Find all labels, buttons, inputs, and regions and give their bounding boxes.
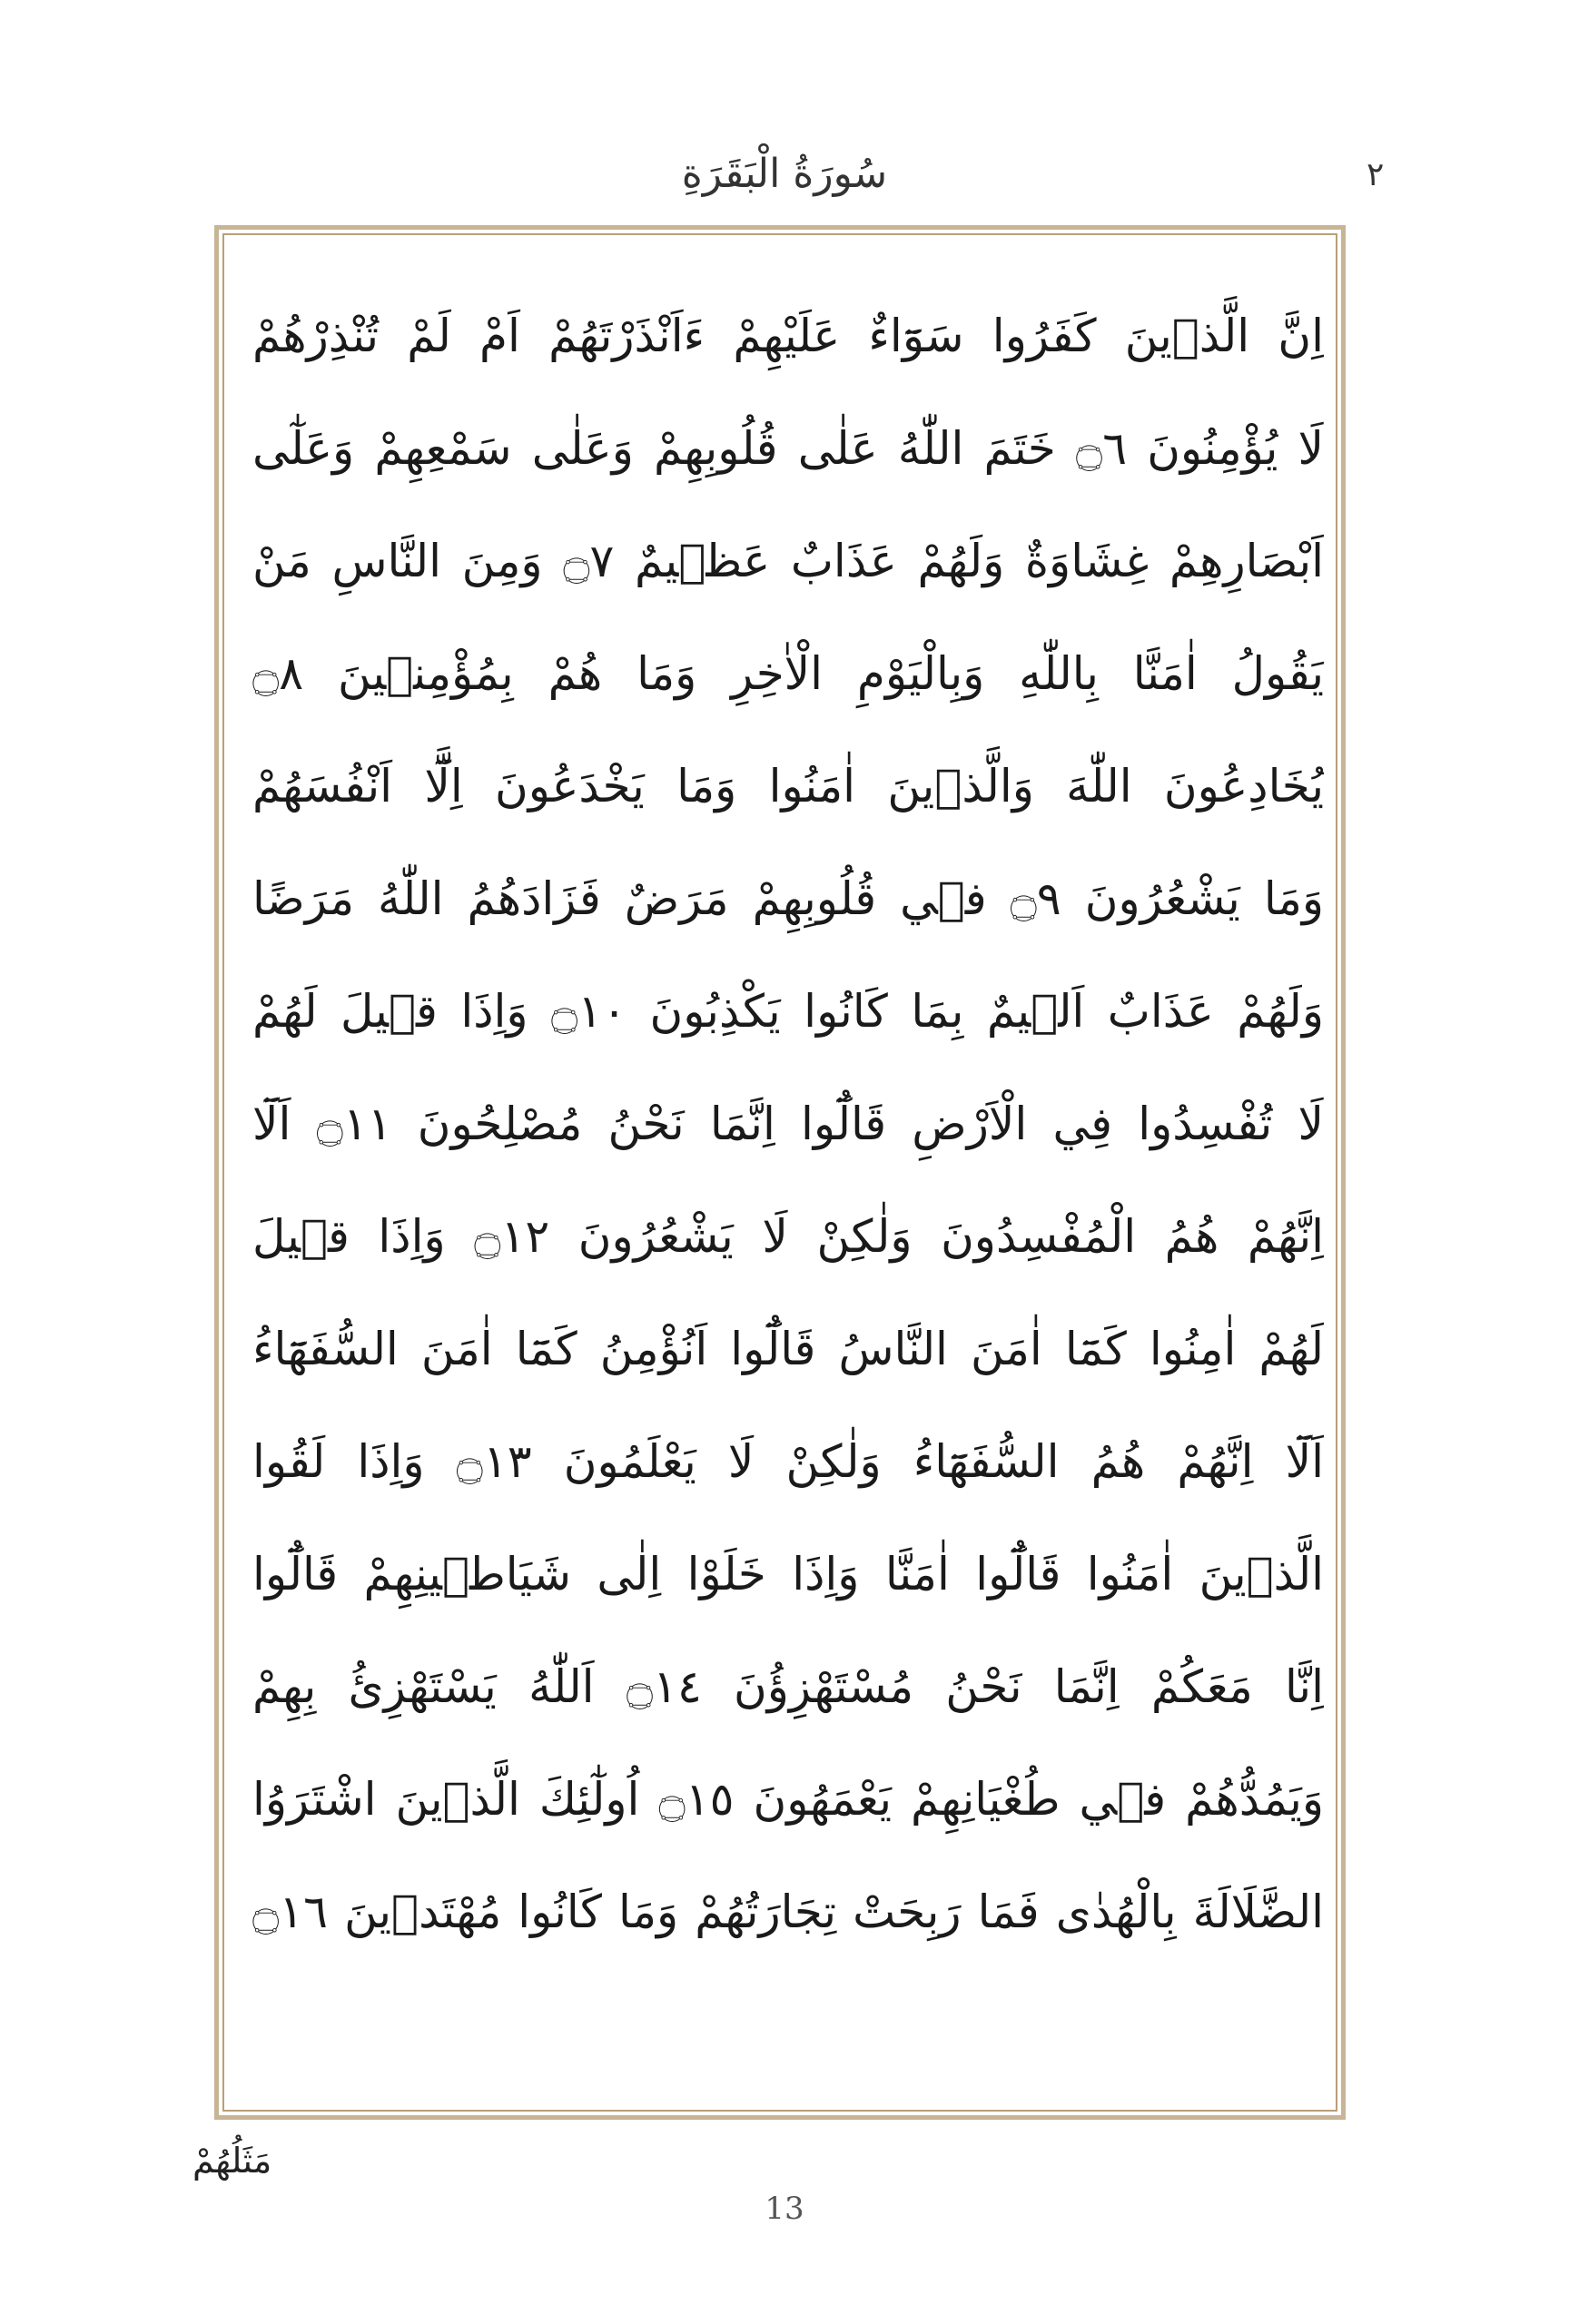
verse-line: وَيَمُدُّهُمْ فٖي طُغْيَانِهِمْ يَعْمَهُونَ ۝١٥ اُولٰٓئِكَ الَّذٖينَ اشْتَرَوُا [252,1773,1324,1826]
verse-line: اِنَّا مَعَكُمْ اِنَّمَا نَحْنُ مُسْتَهْزِؤُنَ ۝١٤ اَللّٰهُ يَسْتَهْزِئُ بِهِمْ [252,1660,1324,1713]
verse-line: اَلَٓا اِنَّهُمْ هُمُ السُّفَهَٓاءُ وَلٰكِنْ لَا يَعْلَمُونَ ۝١٣ وَاِذَا لَقُوا [252,1435,1324,1488]
verse-line: الَّذٖينَ اٰمَنُوا قَالُٓوا اٰمَنَّا وَاِذَا خَلَوْا اِلٰى شَيَاطٖينِهِمْ قَالُٓوا [252,1548,1324,1600]
verse-line: لَا تُفْسِدُوا فِي الْاَرْضِ قَالُٓوا اِنَّمَا نَحْنُ مُصْلِحُونَ ۝١١ اَلَٓا [252,1098,1324,1150]
verse-line: يُخَادِعُونَ اللّٰهَ وَالَّذٖينَ اٰمَنُوا وَمَا يَخْدَعُونَ اِلَّٓا اَنْفُسَهُمْ [252,760,1324,812]
verse-line: لَهُمْ اٰمِنُوا كَمَٓا اٰمَنَ النَّاسُ قَالُٓوا اَنُؤْمِنُ كَمَٓا اٰمَنَ السُّفَهَٓاءُ [252,1323,1324,1375]
page-number: 13 [765,2191,804,2227]
catchword: مَثَلُهُمْ [192,2141,272,2181]
verse-line: يَقُولُ اٰمَنَّا بِاللّٰهِ وَبِالْيَوْمِ الْاٰخِرِ وَمَا هُمْ بِمُؤْمِنٖينَ ۝٨ [252,647,1324,700]
verse-line: اِنَّهُمْ هُمُ الْمُفْسِدُونَ وَلٰكِنْ لَا يَشْعُرُونَ ۝١٢ وَاِذَا قٖيلَ [252,1210,1324,1263]
verse-line: لَا يُؤْمِنُونَ ۝٦ خَتَمَ اللّٰهُ عَلٰى قُلُوبِهِمْ وَعَلٰى سَمْعِهِمْ وَعَلٰٓى [252,422,1324,475]
verse-line: اَبْصَارِهِمْ غِشَاوَةٌ وَلَهُمْ عَذَابٌ عَظٖيمٌ ۝٧ وَمِنَ النَّاسِ مَنْ [252,535,1324,587]
verse-line: وَلَهُمْ عَذَابٌ اَلٖيمٌ بِمَا كَانُوا يَكْذِبُونَ ۝١٠ وَاِذَا قٖيلَ لَهُمْ [252,985,1324,1038]
juz-number: ٢ [1367,156,1385,193]
verse-text-block [252,280,1324,1968]
verse-line: وَمَا يَشْعُرُونَ ۝٩ فٖي قُلُوبِهِمْ مَرَضٌ فَزَادَهُمُ اللّٰهُ مَرَضًا [252,872,1324,925]
verse-line: الضَّلَالَةَ بِالْهُدٰى فَمَا رَبِحَتْ تِجَارَتُهُمْ وَمَا كَانُوا مُهْتَدٖينَ ۝١٦ [252,1886,1324,1938]
verse-line: اِنَّ الَّذٖينَ كَفَرُوا سَوَٓاءٌ عَلَيْهِمْ ءَاَنْذَرْتَهُمْ اَمْ لَمْ تُنْذِرْهُمْ [252,310,1324,362]
surah-title: سُورَةُ الْبَقَرَةِ [681,151,888,197]
